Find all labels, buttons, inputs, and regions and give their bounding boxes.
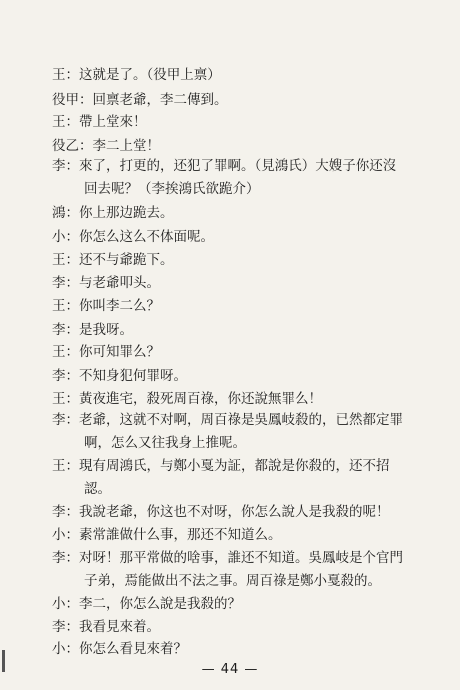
dialogue-line: 王：你叫李二么？ xyxy=(52,298,160,314)
dialogue-line: 李：我說老爺，你这也不对呀，你怎么說人是我殺的呢！ xyxy=(52,504,390,520)
dialogue-line: 李：不知身犯何罪呀。 xyxy=(52,368,187,384)
dialogue-line: 李：我看見來着。 xyxy=(52,619,160,635)
dialogue-line: 王：帶上堂來！ xyxy=(52,114,147,130)
dialogue-line: 王：黃夜進宅，殺死周百祿，你还說無罪么！ xyxy=(52,391,322,407)
dialogue-line: 王：这就是了。（役甲上禀） xyxy=(52,67,221,83)
dialogue-line: 李：对呀！那平常做的啥事，誰还不知道。吳鳳岐是个官門 xyxy=(52,550,403,566)
dialogue-line: 役乙：李二上堂！ xyxy=(52,138,160,154)
dialogue-line: 李：老爺，这就不对啊，周百祿是吳鳳岐殺的，已然都定罪 xyxy=(52,412,403,428)
dialogue-line: 小：李二，你怎么說是我殺的？ xyxy=(52,596,241,612)
dialogue-continuation: 子弟，焉能做出不法之事。周百祿是鄭小戛殺的。 xyxy=(84,573,381,589)
dialogue-line: 李：來了，打更的，还犯了罪啊。（見鴻氏）大嫂子你还沒 xyxy=(52,158,397,174)
dialogue-continuation: 回去呢？（李挨鴻氏欲跪介） xyxy=(84,181,260,197)
dialogue-line: 王：你可知罪么？ xyxy=(52,344,160,360)
page-number: — 44 — xyxy=(201,662,259,677)
dialogue-continuation: 認。 xyxy=(84,481,111,497)
dialogue-continuation: 啊，怎么又往我身上推呢。 xyxy=(84,435,246,451)
dialogue-line: 李：与老爺叩头。 xyxy=(52,275,160,291)
dialogue-line: 小：你怎么这么不体面呢。 xyxy=(52,229,214,245)
dialogue-line: 小：素常誰做什么事，那还不知道么。 xyxy=(52,527,282,543)
dialogue-line: 小：你怎么看見來着？ xyxy=(52,641,187,657)
dialogue-line: 鴻：你上那边跪去。 xyxy=(52,205,174,221)
dialogue-line: 王：現有周鴻氏，与鄭小戛为証，都說是你殺的，还不招 xyxy=(52,458,390,474)
dialogue-line: 役甲：回禀老爺，李二傳到。 xyxy=(52,92,228,108)
dialogue-line: 李：是我呀。 xyxy=(52,322,133,338)
dialogue-line: 王：还不与爺跪下。 xyxy=(52,252,174,268)
